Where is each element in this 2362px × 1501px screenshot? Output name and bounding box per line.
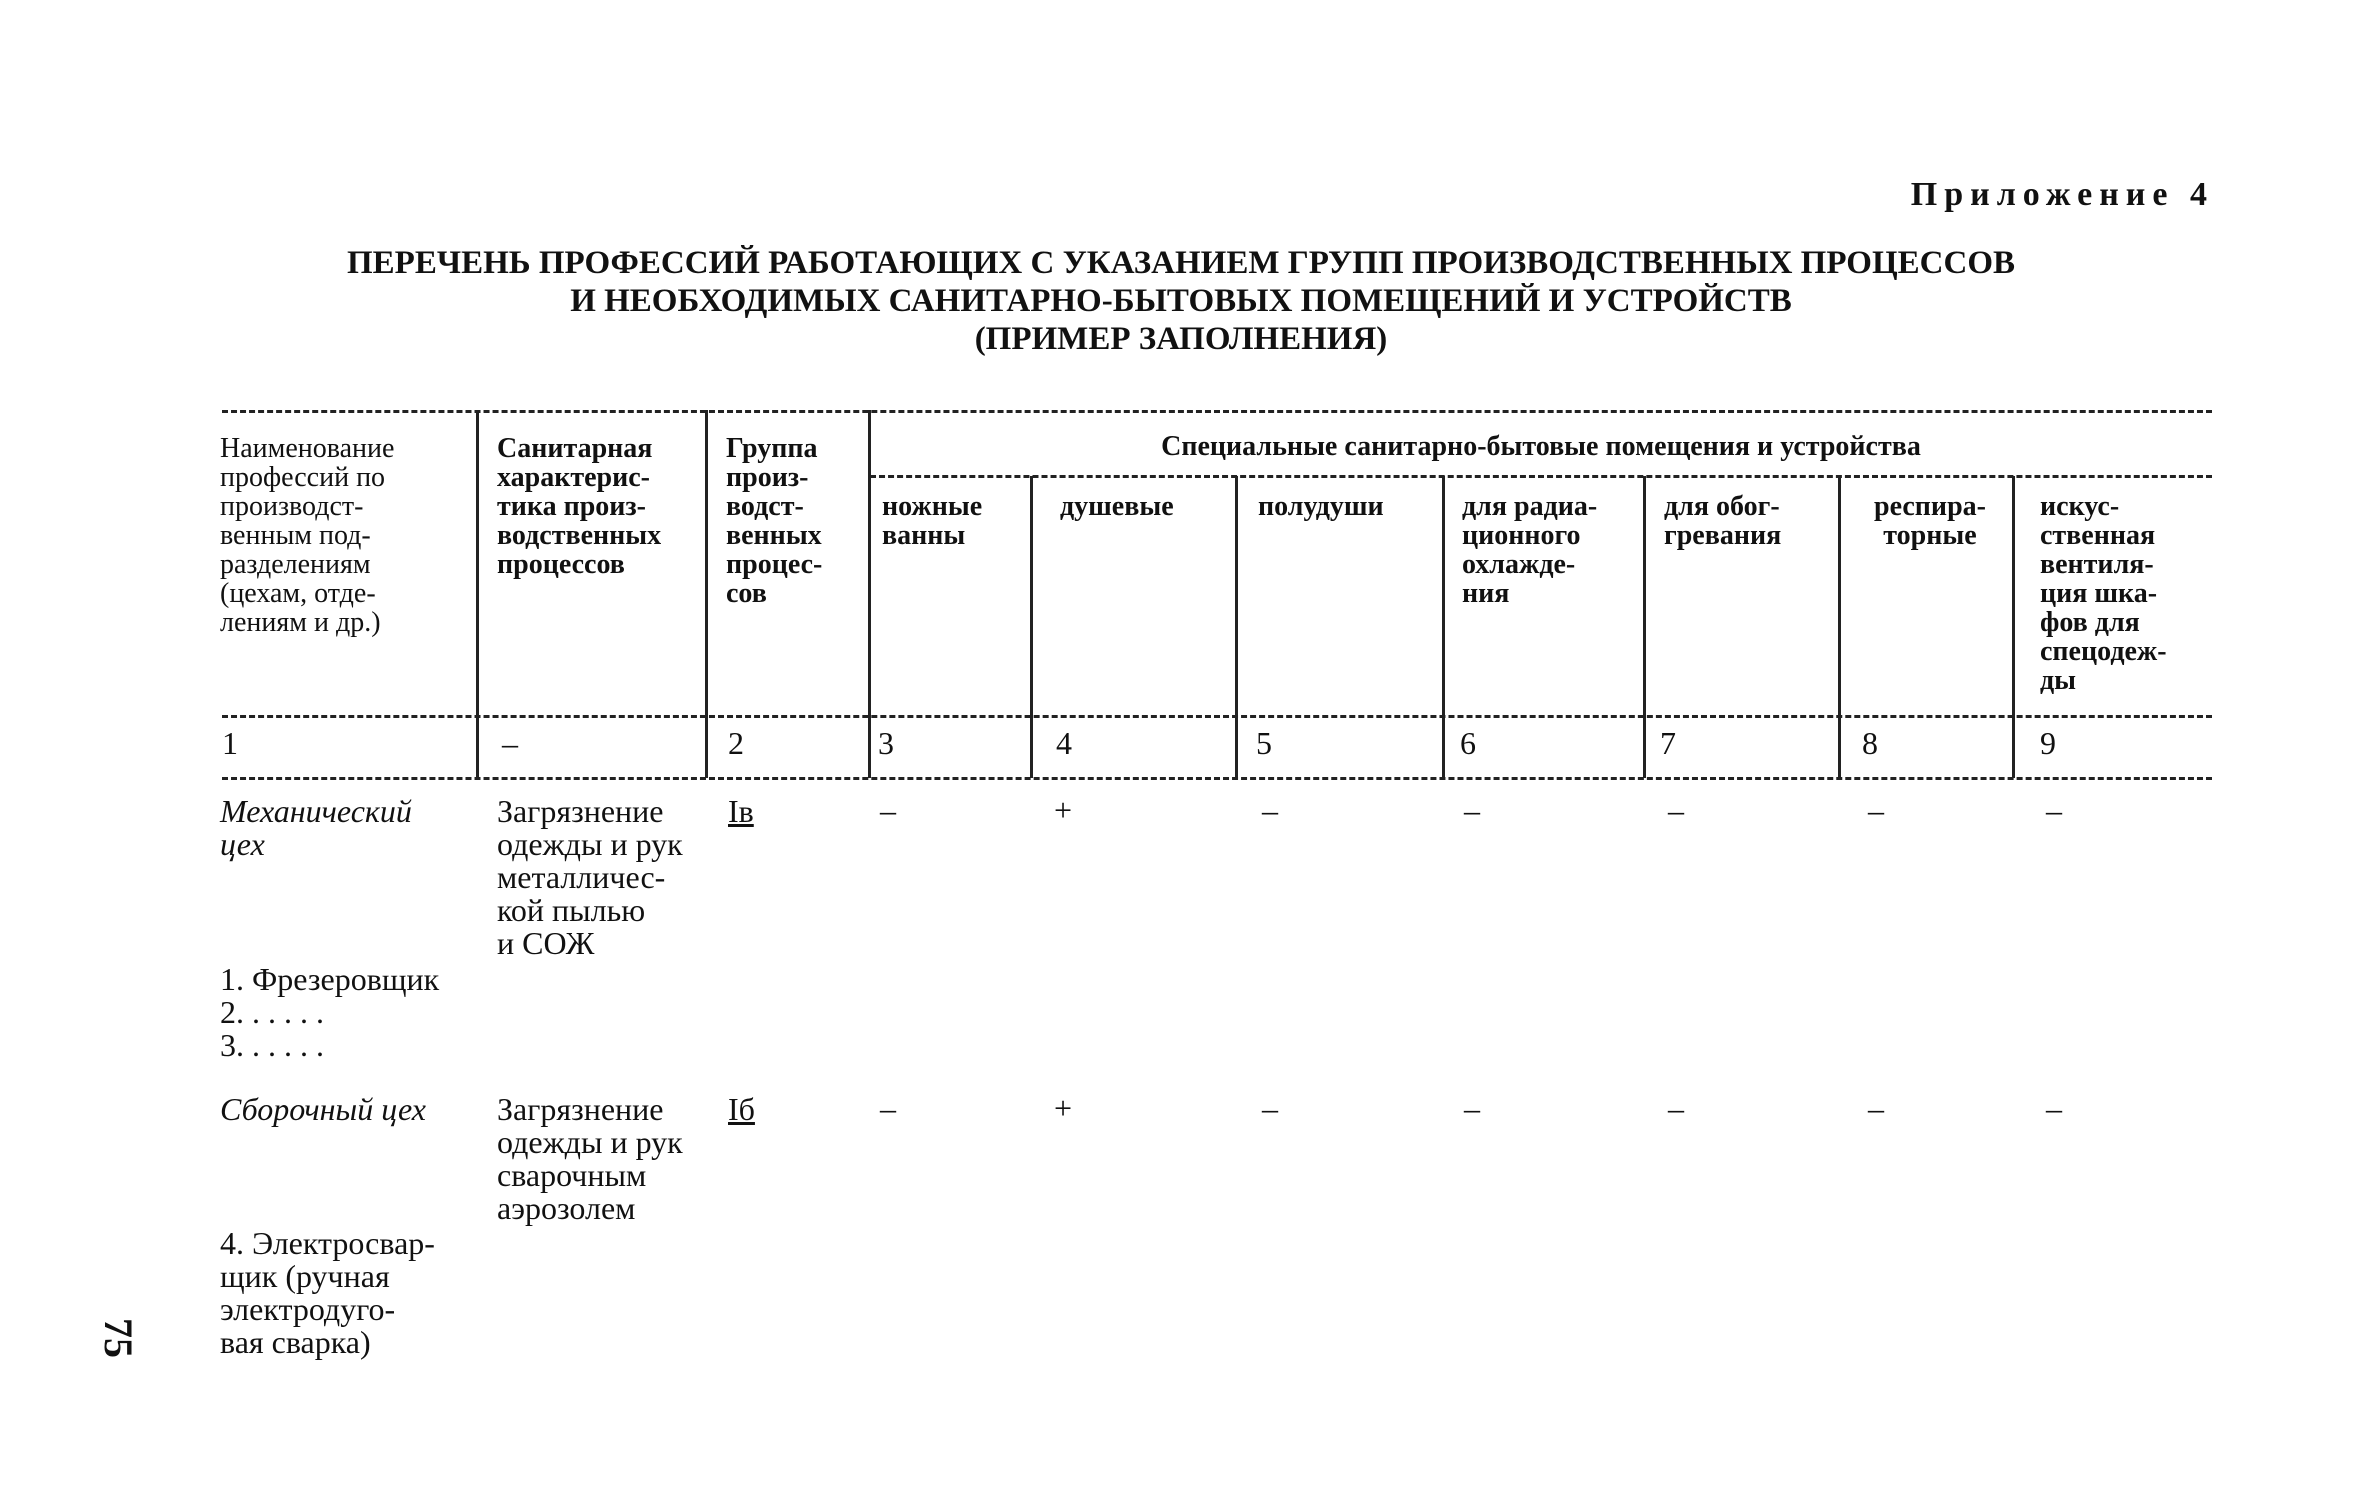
column-number: 8: [1862, 725, 1878, 761]
process-characteristic: [497, 1093, 727, 1225]
header-line: охлажде-: [1462, 549, 1576, 580]
profession-list: [220, 1227, 510, 1359]
column-number: 9: [2040, 725, 2056, 761]
table-top-rule: [222, 410, 2212, 413]
column-number: 3: [878, 725, 894, 761]
header-line: для радиа-: [1462, 491, 1598, 522]
header-line: Наименование: [220, 433, 395, 464]
profession-item: щик (ручная: [220, 1258, 390, 1294]
mark-showers: +: [1054, 792, 1073, 828]
section-name-line: цех: [220, 826, 265, 862]
header-ventilation: [2040, 492, 2210, 695]
column-number: –: [502, 725, 518, 761]
col-divider: [705, 410, 708, 778]
characteristic-line: металличес-: [497, 859, 666, 895]
characteristic-line: одежды и рук: [497, 826, 683, 862]
header-line: производст-: [220, 491, 364, 522]
header-line: произ-: [726, 462, 809, 493]
header-line: ционного: [1462, 520, 1581, 551]
mark-foot-baths: –: [880, 1090, 896, 1126]
mark-foot-baths: –: [880, 792, 896, 828]
column-number: 4: [1056, 725, 1072, 761]
mark-warming: –: [1668, 1090, 1684, 1126]
header-line: респира-: [1874, 491, 1986, 522]
header-line: ция шка-: [2040, 578, 2158, 609]
header-line: фов для: [2040, 607, 2140, 638]
col-divider: [1235, 476, 1238, 778]
header-foot-baths: [882, 492, 1022, 550]
col-divider: [476, 410, 479, 778]
column-number: 2: [728, 725, 744, 761]
title-line-3: (ПРИМЕР ЗАПОЛНЕНИЯ): [974, 321, 1388, 357]
characteristic-line: кой пылью: [497, 892, 646, 928]
header-line: ния: [1462, 578, 1510, 609]
section-name-line: Механический: [220, 793, 412, 829]
header-line: спецодеж-: [2040, 636, 2167, 667]
header-line: водственных: [497, 520, 662, 551]
column-number: 7: [1660, 725, 1676, 761]
header-line: ножные: [882, 491, 983, 522]
header-line: (цехам, отде-: [220, 578, 376, 609]
header-line: тика произ-: [497, 491, 647, 522]
process-group-code: Iб: [728, 1091, 755, 1127]
title-line-1: ПЕРЕЧЕНЬ ПРОФЕССИЙ РАБОТАЮЩИХ С УКАЗАНИЕМ ГРУПП ПРОИЗВОДСТВЕННЫХ ПРОЦЕССОВ: [347, 245, 2015, 281]
header-line: торные: [1883, 520, 1977, 551]
characteristic-line: сварочным: [497, 1157, 647, 1193]
header-line: искус-: [2040, 491, 2120, 522]
header-line: гревания: [1664, 520, 1782, 551]
header-line: ды: [2040, 665, 2077, 696]
page-number: 75: [96, 1318, 141, 1358]
header-showers: [1060, 492, 1220, 521]
header-radiation-cooling: [1462, 492, 1637, 608]
characteristic-line: аэрозолем: [497, 1190, 636, 1226]
process-group-code: Iв: [728, 793, 754, 829]
mark-ventilation: –: [2046, 792, 2062, 828]
profession-item: 4. Электросвар-: [220, 1225, 435, 1261]
header-line: полудуши: [1258, 491, 1384, 522]
header-line: Санитарная: [497, 433, 653, 464]
header-line: характерис-: [497, 462, 650, 493]
header-special-facilities: Специальные санитарно-бытовые помещения и устройства: [1161, 431, 1921, 462]
process-characteristic: [497, 795, 727, 960]
col-divider: [1838, 476, 1841, 778]
header-group: [726, 434, 866, 608]
section-name: [220, 1093, 480, 1126]
title-line-2: И НЕОБХОДИМЫХ САНИТАРНО-БЫТОВЫХ ПОМЕЩЕНИЙ И УСТРОЙСТВ: [570, 283, 1792, 319]
header-line: Группа: [726, 433, 818, 464]
column-number: 1: [222, 725, 238, 761]
header-line: ванны: [882, 520, 966, 551]
column-number: 6: [1460, 725, 1476, 761]
header-line: профессий по: [220, 462, 386, 493]
header-line: для обог-: [1664, 491, 1780, 522]
profession-list: [220, 963, 510, 1062]
col-divider: [1643, 476, 1646, 778]
header-line: душевые: [1060, 491, 1174, 522]
col-divider: [1030, 476, 1033, 778]
section-name: [220, 795, 480, 861]
header-characteristic: [497, 434, 702, 579]
characteristic-line: Загрязнение: [497, 1091, 664, 1127]
column-number: 5: [1256, 725, 1272, 761]
header-line: сов: [726, 578, 767, 609]
header-line: венным под-: [220, 520, 371, 551]
mark-ventilation: –: [2046, 1090, 2062, 1126]
header-line: венных: [726, 520, 822, 551]
numbers-bottom-rule: [222, 777, 2212, 780]
header-line: процессов: [497, 549, 625, 580]
col-divider: [2012, 476, 2015, 778]
col-divider: [868, 410, 871, 778]
header-line: процес-: [726, 549, 823, 580]
mark-radiation-cooling: –: [1464, 1090, 1480, 1126]
header-line: разделениям: [220, 549, 371, 580]
header-line: водст-: [726, 491, 804, 522]
mark-showers: +: [1054, 1090, 1073, 1126]
header-respiratory: [1850, 492, 2010, 550]
header-line: лениям и др.): [220, 607, 381, 638]
section-name-line: Сборочный цех: [220, 1091, 426, 1127]
header-line: вентиля-: [2040, 549, 2154, 580]
mark-warming: –: [1668, 792, 1684, 828]
col-divider: [1442, 476, 1445, 778]
header-warming: [1664, 492, 1834, 550]
profession-item: 2. . . . . .: [220, 994, 324, 1030]
characteristic-line: одежды и рук: [497, 1124, 683, 1160]
header-line: ственная: [2040, 520, 2156, 551]
header-profession: [220, 434, 470, 637]
mark-half-showers: –: [1262, 792, 1278, 828]
profession-item: электродуго-: [220, 1291, 396, 1327]
group-header-rule: [870, 475, 2212, 478]
profession-item: 3. . . . . .: [220, 1027, 324, 1063]
mark-respiratory: –: [1868, 792, 1884, 828]
mark-half-showers: –: [1262, 1090, 1278, 1126]
header-half-showers: [1258, 492, 1438, 521]
characteristic-line: Загрязнение: [497, 793, 664, 829]
profession-item: 1. Фрезеровщик: [220, 961, 440, 997]
characteristic-line: и СОЖ: [497, 925, 595, 961]
header-bottom-rule: [222, 715, 2212, 718]
mark-radiation-cooling: –: [1464, 792, 1480, 828]
mark-respiratory: –: [1868, 1090, 1884, 1126]
appendix-label: Приложение 4: [1910, 176, 2214, 213]
profession-item: вая сварка): [220, 1324, 371, 1360]
